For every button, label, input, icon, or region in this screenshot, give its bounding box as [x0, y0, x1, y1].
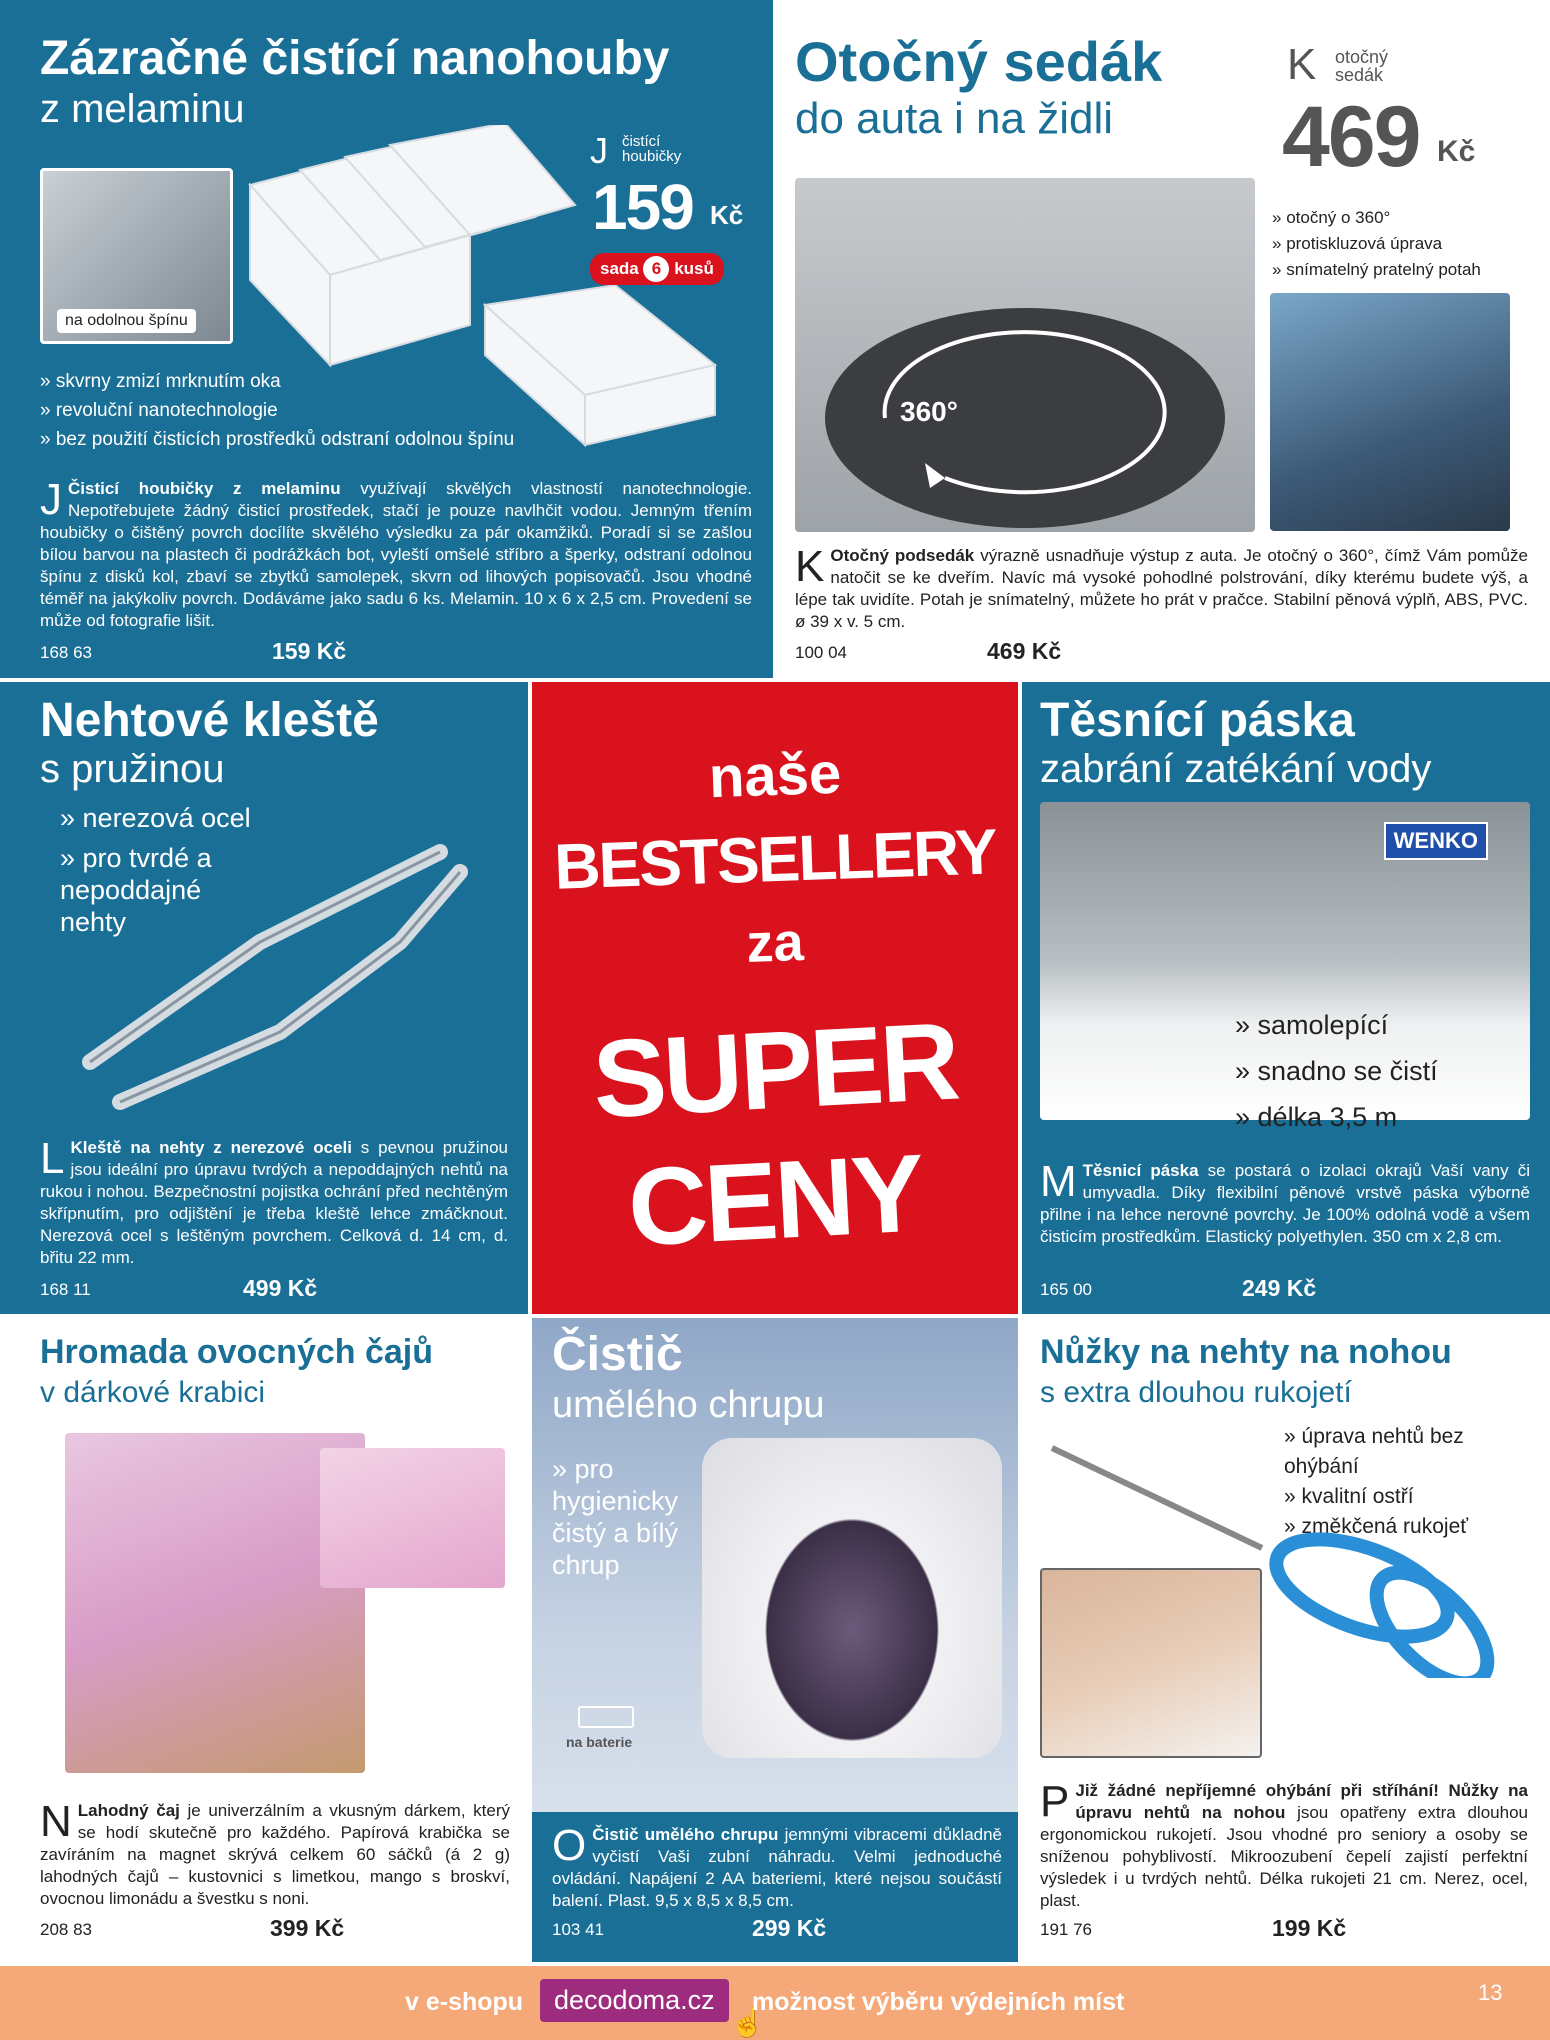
title: Čistič — [552, 1328, 683, 1381]
sponge-photo-small — [40, 168, 233, 344]
product-price: 159 Kč — [272, 638, 347, 664]
bullet: » revoluční nanotechnologie — [40, 396, 514, 425]
clippers-image — [60, 832, 510, 1132]
bullet: » protiskluzová úprava — [1272, 231, 1481, 257]
desc-text: se postará o izolaci okrajů Vaší vany či umyvadla. Díky flexibilní pěnové vrstvě páska výborně přilne i na lehce nerovné povrchy. Je 100% odolná vodě a všem čisticím prostředkům. Elastický polyethylen. 350 cm x 2,8 cm. — [1040, 1161, 1530, 1246]
subtitle: umělého chrupu — [552, 1384, 825, 1426]
desc-text: s pevnou pružinou jsou ideální pro úpravu tvrdých a nepoddajných nehtů na rukou i nohou. Bezpečnostní pojistka ochrání před nechtěným skřípnutím, pro odjištění je třeba kleště lehce zmáčknout. Nerezová ocel s leštěným povrchem. Celková d. 14 cm, d. břitu 22 mm. — [40, 1138, 509, 1267]
price-letter: J — [590, 130, 608, 171]
subtitle: z melaminu — [40, 87, 245, 131]
feet-photo — [1040, 1568, 1262, 1758]
description — [552, 1821, 1003, 1912]
footer-bar — [0, 1966, 1550, 2040]
rotate-arrow — [795, 178, 1255, 532]
panel-foot-scissors — [1022, 1318, 1550, 1962]
set-unit: kusů — [674, 259, 714, 278]
bullet: » otočný o 360° — [1272, 205, 1481, 231]
bullet: » změkčená rukojeť — [1284, 1512, 1484, 1542]
price-label: otočný sedák — [1335, 47, 1389, 85]
product-price: 299 Kč — [752, 1915, 827, 1941]
subtitle: zabrání zatékání vody — [1040, 747, 1432, 791]
price-letter: K — [1287, 40, 1317, 89]
banner-line-3: za — [745, 912, 805, 974]
bullet: » bez použití čisticích prostředků odstraní odolnou špínu — [40, 425, 514, 454]
product-price: 199 Kč — [1272, 1915, 1347, 1941]
item-letter: L — [40, 1134, 65, 1183]
desc-bold: Čistič umělého chrupu — [592, 1825, 779, 1844]
description — [1040, 1777, 1528, 1912]
description — [40, 1134, 509, 1269]
item-letter: O — [552, 1821, 587, 1870]
battery-label: na baterie — [566, 1734, 633, 1750]
badge: na odolnou špínu — [57, 309, 196, 333]
item-letter: K — [795, 542, 825, 591]
set-badge — [590, 253, 724, 285]
bullet: » nerezová ocel — [60, 802, 270, 834]
banner-line-1: naše — [707, 740, 843, 811]
title: Hromada ovocných čajů — [40, 1333, 434, 1371]
desc-bold: Těsnicí páska — [1082, 1161, 1199, 1180]
panel-nail-clippers — [0, 682, 528, 1314]
desc-text: výrazně usnadňuje výstup z auta. Je otočný o 360°, čímž Vám pomůže natočit se ke dveřím. Navíc má vysoké pohodlné polstrování, díky kterému budete výš, a lépe tak uvidíte. Potah je snímatelný, můžete ho prát v pračce. Stabilní pěnová výplň, ABS, PVC. ø 39 x v. 5 cm. — [795, 546, 1528, 631]
cursor-icon: ☝ — [730, 2007, 765, 2038]
tea-box-small-photo — [320, 1448, 505, 1588]
desc-bold: Již žádné nepříjemné ohýbání při stříhání! Nůžky na úpravu nehtů na nohou — [1075, 1781, 1528, 1822]
page-number: 13 — [1478, 1980, 1503, 2005]
bullet: » snadno se čistí — [1235, 1048, 1438, 1094]
footer-right-text: možnost výběru výdejních míst — [752, 1988, 1125, 2016]
bullet: » pro tvrdé a nepoddajné nehty — [60, 842, 270, 938]
rotation-label: 360° — [900, 396, 958, 427]
site-link[interactable]: decodoma.cz — [540, 1979, 729, 2022]
product-code: 168 11 — [40, 1280, 91, 1299]
seat-photo — [795, 178, 1255, 532]
product-code: 100 04 — [795, 643, 847, 662]
desc-text: je univerzálním a vkusným dárkem, který se hodí skutečně pro každého. Papírová krabička se zavíráním na magnet skrývá celkem 60 sáčků (á 2 g) lahodných čajů – kustovnici s limetkou, mango s broskví, ovocnou limonádu a švestku s noni. — [40, 1801, 511, 1908]
desc-text: jsou opatřeny extra dlouhou ergonomickou rukojetí. Jsou vhodné pro seniory a osoby se sníženou pohyblivostí. Mikroozubení čepelí zajistí perfektní výsledek i u tvrdých nehtů. Délka rukojeti 21 cm. Nerez, ocel, plast. — [1040, 1803, 1528, 1910]
desc-bold: Čisticí houbičky z melaminu — [68, 479, 341, 498]
desc-bold: Otočný podsedák — [830, 546, 975, 565]
subtitle: do auta i na židli — [795, 94, 1113, 143]
product-code: 165 00 — [1040, 1280, 1092, 1299]
panel-tea — [0, 1318, 528, 1962]
desc-text: využívají skvělých vlastností nanotechnologie. Nepotřebujete žádný čisticí prostředek, stačí je pouze navlhčit vodou. Jemným třením houbičky o čištěný povrch docílíte skvělého výsledku za pár okamžiků. Poradí si se zašlou bílou barvou na plastech či podrážkách bot, vyleští omšelé stříbro a šperky, odstraní odolnou špínu z disků kol, zbaví se zbytků samolepek, skvrn od lihových popisovačů. Jsou vhodné téměř na jakýkoliv povrch. Dodáváme jako sadu 6 ks. Melamin. 10 x 6 x 2,5 cm. Provedení se může od fotografie lišit. — [40, 479, 752, 630]
panel-denture-cleaner — [532, 1318, 1018, 1962]
bullet-list — [552, 1453, 702, 1581]
price-label: čistící houbičky — [622, 133, 682, 165]
description — [1040, 1157, 1530, 1248]
set-label: sada — [600, 259, 639, 278]
item-letter: N — [40, 1797, 72, 1846]
subtitle: v dárkové krabici — [40, 1376, 266, 1409]
banner-line-2: BESTSELLERY — [553, 815, 997, 903]
bullet: » úprava nehtů bez ohýbání — [1284, 1422, 1484, 1482]
panel-bestsellers — [532, 682, 1018, 1314]
driver-photo — [1270, 293, 1510, 531]
bullet-list — [1272, 205, 1481, 283]
bullet-list — [1235, 1002, 1438, 1140]
banner-line-5: CENY — [625, 1131, 925, 1270]
tape-photo — [1040, 802, 1530, 1132]
product-code: 208 83 — [40, 1920, 92, 1939]
item-letter: J — [40, 475, 62, 524]
title: Těsnící páska — [1040, 694, 1355, 747]
bullet: » pro hygienicky čistý a bílý chrup — [552, 1453, 702, 1581]
bullet: » skvrny zmizí mrknutím oka — [40, 367, 514, 396]
footer-left-text: v e-shopu — [405, 1988, 524, 2016]
title: Nůžky na nehty na nohou — [1040, 1333, 1452, 1371]
product-code: 191 76 — [1040, 1920, 1092, 1939]
product-price: 249 Kč — [1242, 1275, 1317, 1301]
product-price: 469 Kč — [987, 638, 1062, 664]
description — [795, 542, 1528, 633]
desc-bold: Kleště na nehty z nerezové oceli — [70, 1138, 352, 1157]
bullet: » snímatelný pratelný potah — [1272, 257, 1481, 283]
title: Zázračné čistící nanohouby — [40, 32, 670, 85]
description — [40, 1797, 511, 1910]
brand-logo: WENKO — [1384, 822, 1488, 860]
desc-bold: Lahodný čaj — [77, 1801, 180, 1820]
bullet: » kvalitní ostří — [1284, 1482, 1484, 1512]
bullet: » samolepící — [1235, 1002, 1438, 1048]
product-price: 399 Kč — [270, 1915, 345, 1941]
title: Nehtové kleště — [40, 694, 379, 747]
title: Otočný sedák — [795, 30, 1163, 93]
product-code: 168 63 — [40, 643, 92, 662]
cleaner-photo — [702, 1438, 1002, 1758]
desc-text: jemnými vibracemi důkladně vyčistí Vaši zubní náhradu. Velmi jednoduché ovládání. Napájení 2 AA bateriemi, které nejsou součástí balení. Plast. 9,5 x 8,5 x 8,5 cm. — [552, 1825, 1003, 1910]
subtitle: s pružinou — [40, 747, 225, 791]
battery-icon — [578, 1706, 634, 1728]
item-letter: M — [1040, 1157, 1077, 1206]
product-code: 103 41 — [552, 1920, 604, 1939]
price-currency: Kč — [710, 200, 744, 230]
item-letter: P — [1040, 1777, 1070, 1826]
description — [40, 475, 752, 632]
panel-sponges — [0, 0, 773, 678]
price-big: 159 — [592, 171, 693, 243]
bullet: » délka 3,5 m — [1235, 1094, 1438, 1140]
set-count: 6 — [643, 256, 669, 282]
banner-line-4: SUPER — [590, 999, 960, 1142]
subtitle: s extra dlouhou rukojetí — [1040, 1376, 1352, 1409]
price-currency: Kč — [1437, 135, 1476, 168]
bullet-list — [40, 367, 514, 454]
panel-sealing-tape — [1022, 682, 1550, 1314]
panel-seat — [777, 0, 1550, 678]
price-big: 469 — [1282, 89, 1420, 185]
product-price: 499 Kč — [243, 1275, 318, 1301]
